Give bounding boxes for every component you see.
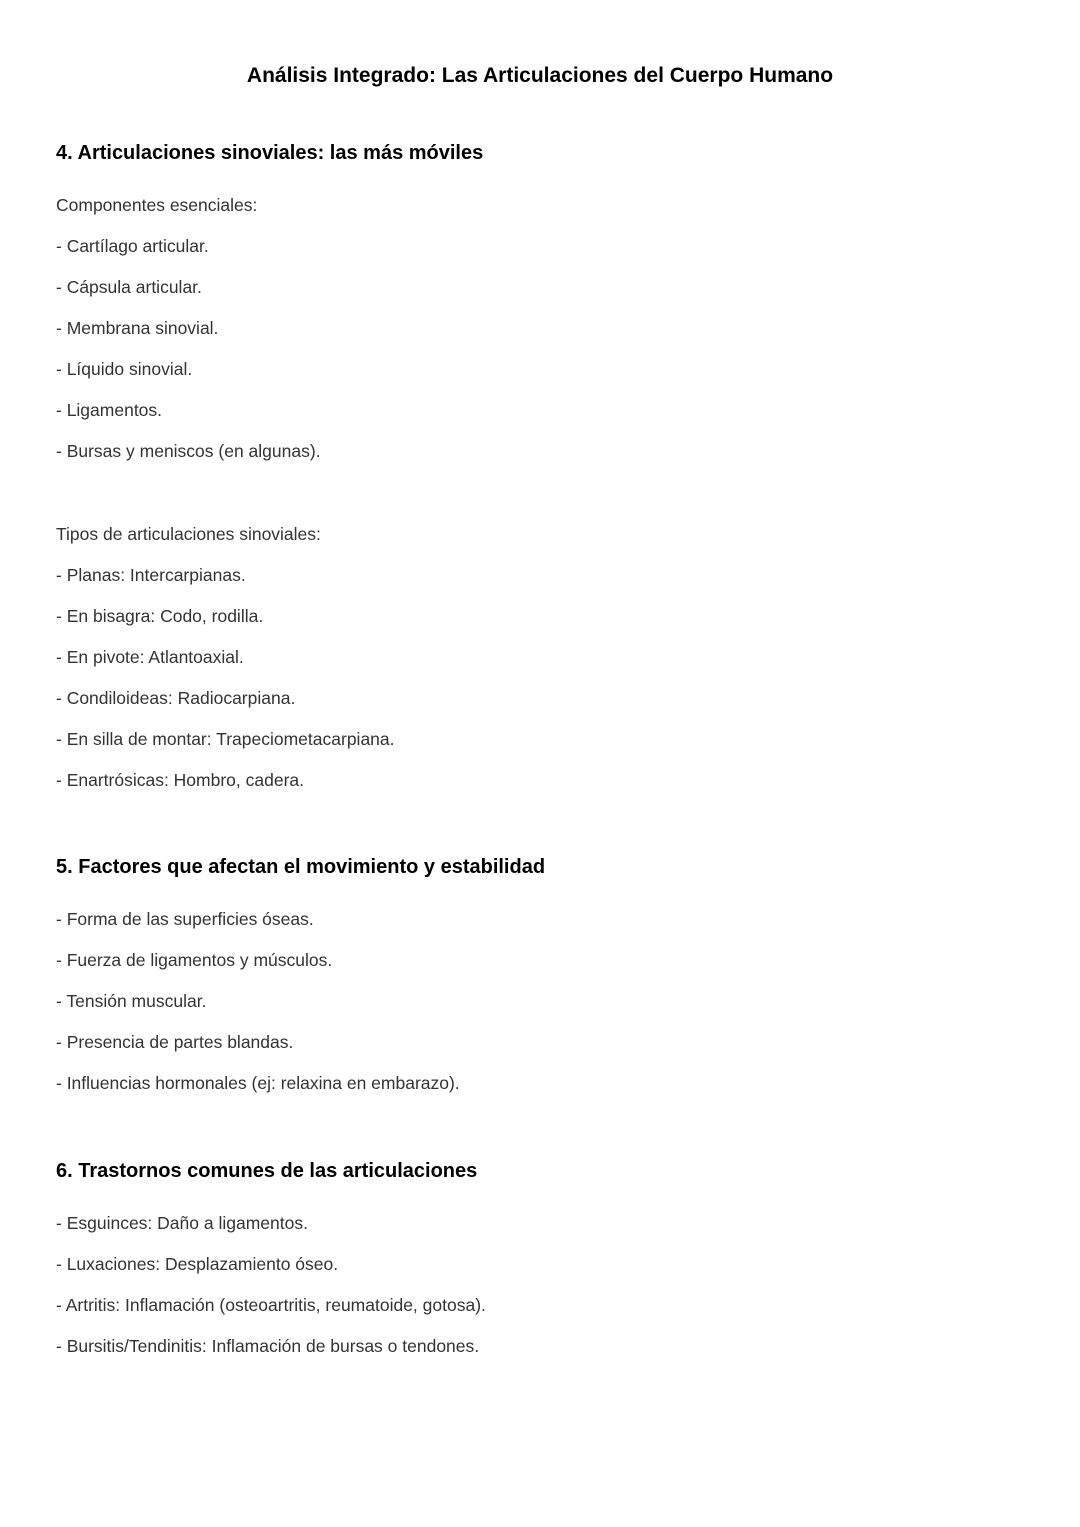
- list-item: - Cápsula articular.: [56, 277, 202, 297]
- list-item: - Presencia de partes blandas.: [56, 1032, 294, 1052]
- list-item: - Fuerza de ligamentos y músculos.: [56, 950, 333, 970]
- section-heading-6: 6. Trastornos comunes de las articulaciones: [56, 1160, 478, 1182]
- section-heading-4: 4. Articulaciones sinoviales: las más móviles: [56, 142, 484, 164]
- list-item: - Tensión muscular.: [56, 991, 207, 1011]
- list-item: - Ligamentos.: [56, 400, 163, 420]
- list-item: - En pivote: Atlantoaxial.: [56, 647, 244, 667]
- types-intro: Tipos de articulaciones sinoviales:: [56, 524, 321, 544]
- list-item: - Bursitis/Tendinitis: Inflamación de bursas o tendones.: [56, 1336, 480, 1356]
- list-item: - Luxaciones: Desplazamiento óseo.: [56, 1254, 339, 1274]
- list-item: - Membrana sinovial.: [56, 318, 219, 338]
- list-item: - Enartrósicas: Hombro, cadera.: [56, 770, 305, 790]
- list-item: - En bisagra: Codo, rodilla.: [56, 606, 264, 626]
- components-intro: Componentes esenciales:: [56, 195, 258, 215]
- list-item: - Esguinces: Daño a ligamentos.: [56, 1213, 308, 1233]
- list-item: - En silla de montar: Trapeciometacarpiana.: [56, 729, 395, 749]
- list-item: - Forma de las superficies óseas.: [56, 909, 314, 929]
- document-title: Análisis Integrado: Las Articulaciones del Cuerpo Humano: [246, 64, 834, 87]
- list-item: - Líquido sinovial.: [56, 359, 193, 379]
- list-item: - Influencias hormonales (ej: relaxina en embarazo).: [56, 1073, 460, 1093]
- list-item: - Artritis: Inflamación (osteoartritis, reumatoide, gotosa).: [56, 1295, 486, 1315]
- list-item: - Cartílago articular.: [56, 236, 209, 256]
- section-heading-5: 5. Factores que afectan el movimiento y estabilidad: [56, 856, 546, 878]
- list-item: - Bursas y meniscos (en algunas).: [56, 441, 321, 461]
- list-item: - Condiloideas: Radiocarpiana.: [56, 688, 296, 708]
- list-item: - Planas: Intercarpianas.: [56, 565, 246, 585]
